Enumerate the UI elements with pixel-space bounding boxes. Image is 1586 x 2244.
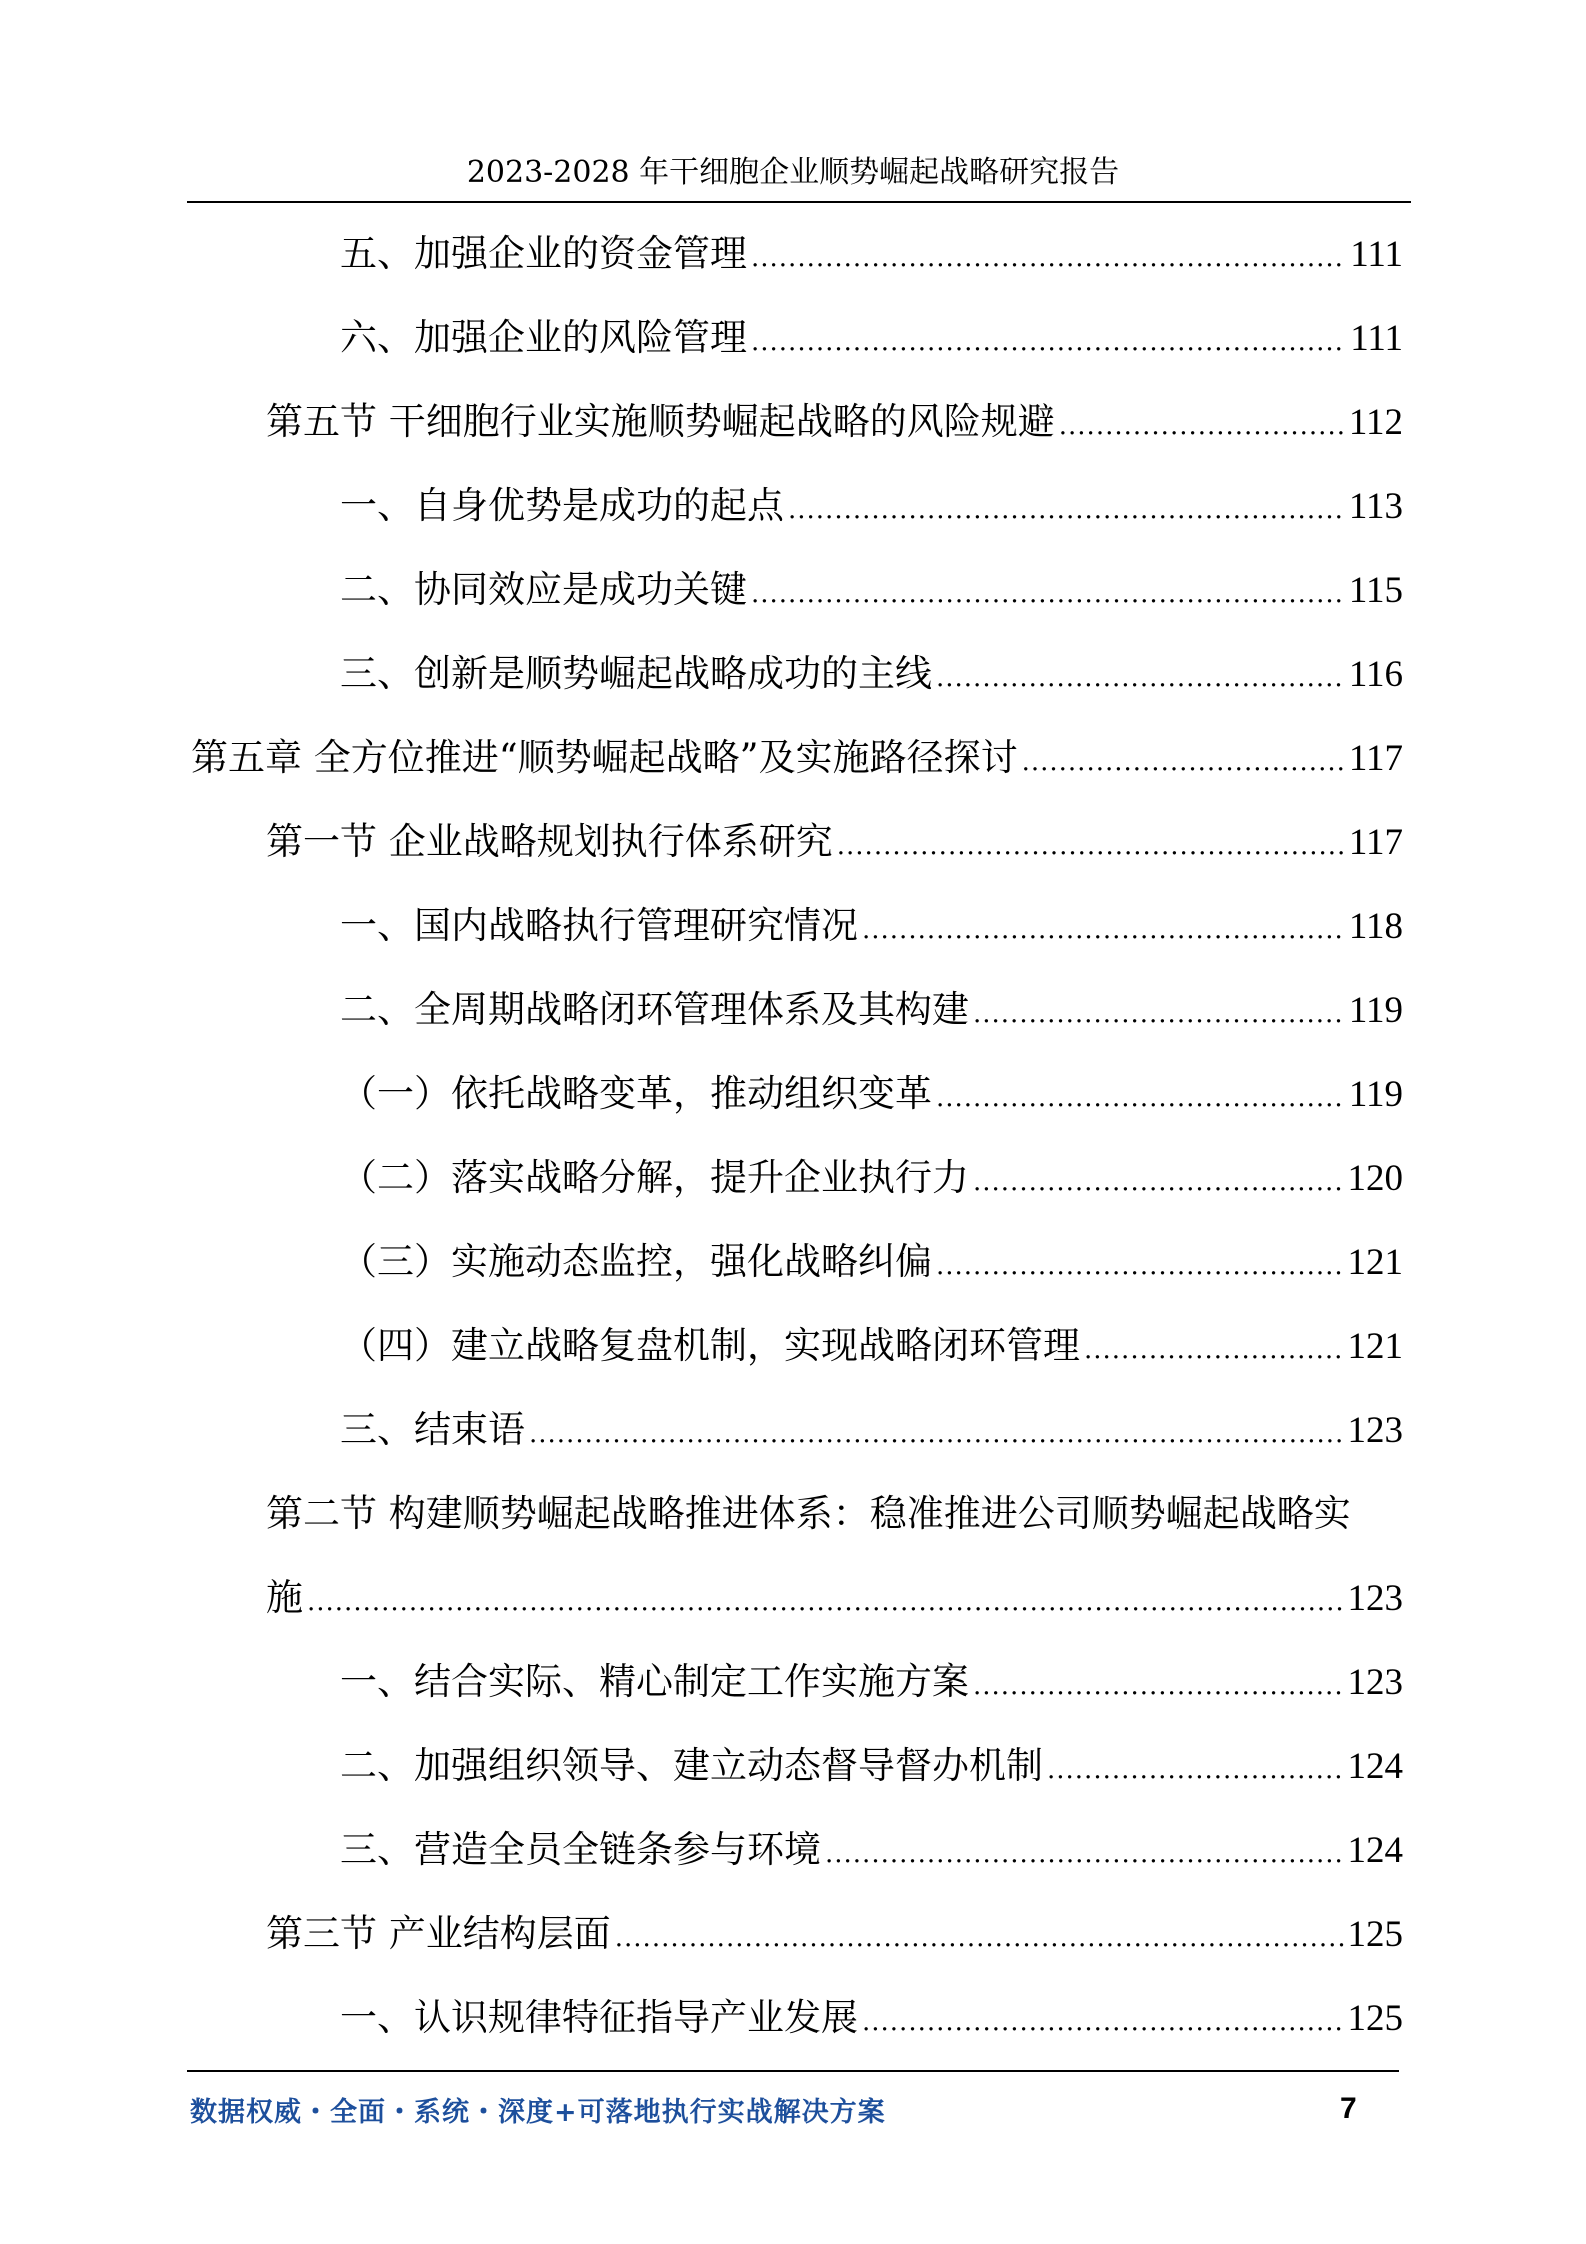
toc-entry[interactable] (340, 980, 1403, 1040)
toc-leader-dots (837, 816, 1345, 876)
toc-entry-title: （四）建立战略复盘机制，实现战略闭环管理 (340, 1324, 1080, 1367)
toc-entry[interactable] (340, 308, 1403, 368)
toc-entry-page: 112 (1348, 402, 1403, 443)
page-header-title: 2023-2028 年干细胞企业顺势崛起战略研究报告 (466, 155, 1120, 190)
toc-entry-page: 124 (1347, 1830, 1403, 1871)
toc-entry-title: 第一节 企业战略规划执行体系研究 (266, 820, 833, 863)
toc-entry-title: 一、国内战略执行管理研究情况 (340, 904, 858, 947)
toc-entry[interactable] (340, 644, 1403, 704)
toc-entry-title: 三、结束语 (340, 1408, 525, 1451)
toc-entry[interactable] (266, 392, 1403, 452)
header-rule (187, 201, 1411, 203)
toc-entry-page: 117 (1348, 738, 1403, 779)
toc-entry-title: 二、协同效应是成功关键 (340, 568, 747, 611)
toc-entry-title: （三）实施动态监控，强化战略纠偏 (340, 1240, 932, 1283)
toc-entry[interactable] (340, 560, 1403, 620)
toc-entry-page: 123 (1347, 1410, 1403, 1451)
toc-entry-title: 一、认识规律特征指导产业发展 (340, 1996, 858, 2039)
toc-entry[interactable] (266, 1904, 1403, 1964)
toc-entry[interactable] (191, 728, 1403, 788)
toc-entry[interactable] (266, 812, 1403, 872)
toc-entry-page: 124 (1347, 1746, 1403, 1787)
toc-entry-page: 111 (1350, 318, 1403, 359)
toc-entry-title: 三、营造全员全链条参与环境 (340, 1828, 821, 1871)
toc-leader-dots (788, 480, 1345, 540)
toc-leader-dots (973, 984, 1345, 1044)
toc-leader-dots (1084, 1320, 1344, 1380)
toc-entry-page: 117 (1348, 822, 1403, 863)
footer-page-number: 7 (1340, 2092, 1357, 2125)
toc-entry-title: 一、自身优势是成功的起点 (340, 484, 784, 527)
toc-entry[interactable] (340, 1736, 1403, 1796)
toc-entry-page: 125 (1347, 1914, 1403, 1955)
toc-entry-title: 二、全周期战略闭环管理体系及其构建 (340, 988, 969, 1031)
toc-entry-title: 第五节 干细胞行业实施顺势崛起战略的风险规避 (266, 400, 1055, 443)
toc-entry-page: 121 (1347, 1242, 1403, 1283)
toc-entry-title: 第五章 全方位推进“顺势崛起战略”及实施路径探讨 (191, 736, 1018, 779)
toc-entry-title: 五、加强企业的资金管理 (340, 232, 747, 275)
toc-leader-dots (825, 1824, 1344, 1884)
toc-entry-page: 118 (1348, 906, 1403, 947)
toc-leader-dots (529, 1404, 1344, 1464)
toc-entry[interactable] (340, 896, 1403, 956)
toc-entry-page: 120 (1347, 1158, 1403, 1199)
toc-leader-dots (1022, 732, 1345, 792)
toc-entry-title: （一）依托战略变革，推动组织变革 (340, 1072, 932, 1115)
toc-entry[interactable] (266, 1568, 1403, 1628)
toc-leader-dots (936, 1236, 1344, 1296)
toc-entry-page: 125 (1347, 1998, 1403, 2039)
toc-entry-title: 三、创新是顺势崛起战略成功的主线 (340, 652, 932, 695)
toc-entry-page: 119 (1348, 990, 1403, 1031)
footer-slogan: 数据权威・全面・系统・深度+可落地执行实战解决方案 (190, 2097, 886, 2128)
toc-entry-title: 二、加强组织领导、建立动态督导督办机制 (340, 1744, 1043, 1787)
toc-entry[interactable] (340, 1988, 1403, 2048)
toc-entry[interactable] (340, 1064, 1403, 1124)
toc-leader-dots (973, 1656, 1344, 1716)
toc-entry[interactable] (340, 476, 1403, 536)
toc-leader-dots (862, 900, 1345, 960)
toc-leader-dots (862, 1992, 1344, 2052)
toc-entry-title: 六、加强企业的风险管理 (340, 316, 747, 359)
toc-entry[interactable] (340, 1316, 1403, 1376)
toc-leader-dots (307, 1572, 1344, 1632)
toc-leader-dots (1047, 1740, 1344, 1800)
toc-leader-dots (936, 1068, 1345, 1128)
toc-entry-page: 121 (1347, 1326, 1403, 1367)
footer-rule (187, 2070, 1399, 2072)
toc-leader-dots (615, 1908, 1344, 1968)
toc-entry-page: 119 (1348, 1074, 1403, 1115)
toc-entry[interactable] (340, 1400, 1403, 1460)
toc-leader-dots (751, 312, 1346, 372)
toc-leader-dots (751, 228, 1346, 288)
toc-entry-page: 123 (1347, 1578, 1403, 1619)
toc-entry[interactable] (340, 1652, 1403, 1712)
toc-entry-page: 116 (1348, 654, 1403, 695)
toc-entry-page: 115 (1348, 570, 1403, 611)
toc-leader-dots (1059, 396, 1345, 456)
toc-entry-title: 第三节 产业结构层面 (266, 1912, 611, 1955)
toc-entry-page: 123 (1347, 1662, 1403, 1703)
toc-leader-dots (936, 648, 1345, 708)
toc-entry[interactable] (340, 1148, 1403, 1208)
toc-leader-dots (973, 1152, 1344, 1212)
toc-entry-title: 施 (266, 1576, 303, 1619)
toc-entry[interactable] (340, 1232, 1403, 1292)
toc-entry[interactable] (340, 224, 1403, 284)
toc-leader-dots (751, 564, 1345, 624)
toc-entry-page: 113 (1348, 486, 1403, 527)
toc-entry-title: 一、结合实际、精心制定工作实施方案 (340, 1660, 969, 1703)
toc-entry-wrapped-title[interactable]: 第二节 构建顺势崛起战略推进体系：稳准推进公司顺势崛起战略实 (266, 1492, 1351, 1535)
toc-entry[interactable] (340, 1820, 1403, 1880)
toc-entry-page: 111 (1350, 234, 1403, 275)
toc-entry-title: （二）落实战略分解，提升企业执行力 (340, 1156, 969, 1199)
